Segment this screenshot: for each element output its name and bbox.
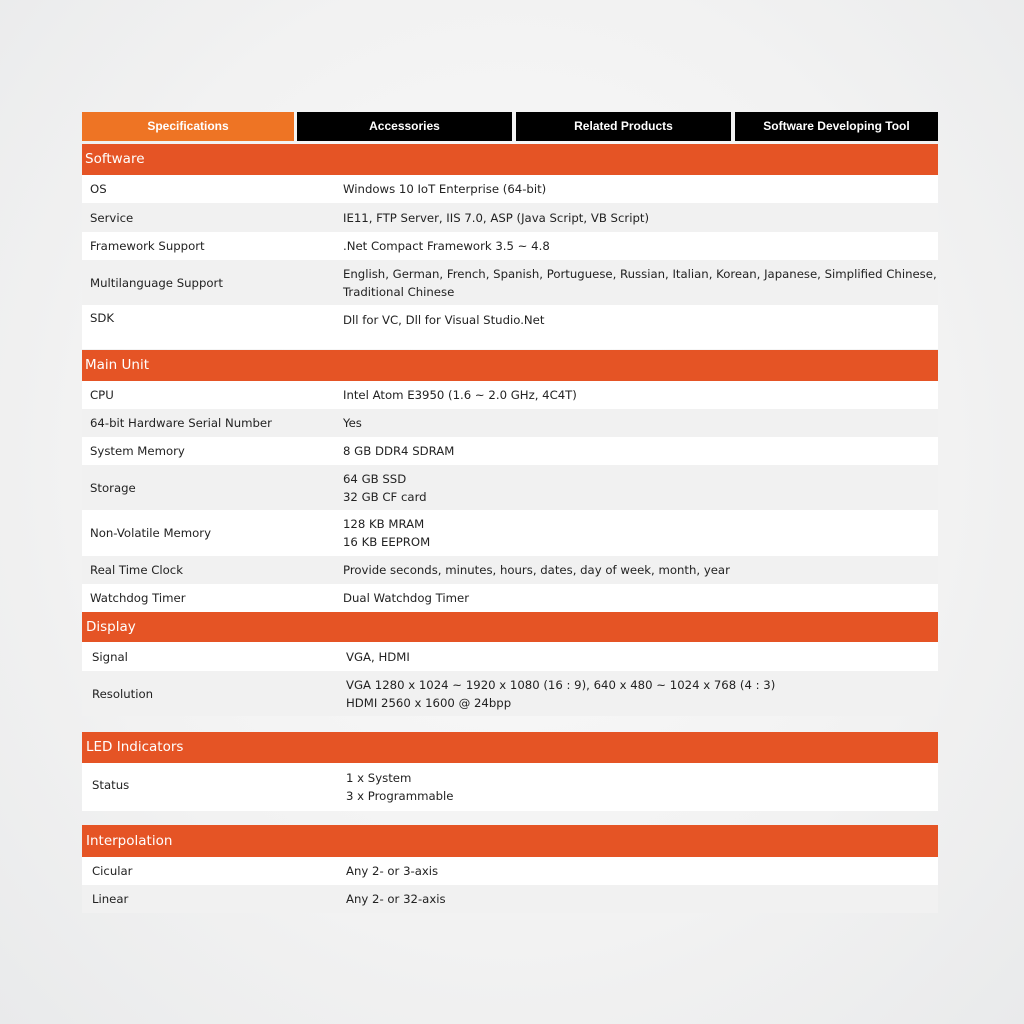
spec-label: Watchdog Timer <box>90 591 186 605</box>
spec-value: IE11, FTP Server, IIS 7.0, ASP (Java Script, VB Script) <box>343 210 650 225</box>
spec-label: SDK <box>90 311 115 325</box>
spec-row <box>82 642 938 671</box>
spec-row <box>82 763 938 811</box>
spec-value: Any 2- or 32-axis <box>346 892 446 906</box>
spec-label: Signal <box>92 649 128 664</box>
section-interpolation <box>82 825 938 913</box>
spec-label: Real Time Clock <box>90 563 183 577</box>
spec-value: VGA, HDMI <box>346 649 410 664</box>
spec-row <box>82 409 938 437</box>
spec-row <box>82 305 938 349</box>
spec-value: English, German, French, Spanish, Portuguese, Russian, Italian, Korean, Japanese, Simplified Chinese, Traditional Chinese <box>343 266 937 299</box>
spec-value: 1 x System 3 x Programmable <box>346 771 454 803</box>
spec-label: System Memory <box>90 444 185 458</box>
spec-value: Dll for VC, Dll for Visual Studio.Net <box>343 313 545 327</box>
section-title: Interpolation <box>82 825 938 857</box>
spec-row <box>82 857 938 885</box>
spec-row <box>82 203 938 232</box>
spec-label: Framework Support <box>90 239 205 253</box>
spec-label: OS <box>90 182 107 196</box>
spec-value: 64 GB SSD 32 GB CF card <box>343 471 427 504</box>
section-main-unit <box>82 350 938 612</box>
spec-value: Intel Atom E3950 (1.6 ~ 2.0 GHz, 4C4T) <box>343 388 577 402</box>
tab-related-products[interactable]: Related Products <box>516 112 731 141</box>
spec-value: Any 2- or 3-axis <box>346 864 439 878</box>
spec-row <box>82 437 938 465</box>
spec-value: Windows 10 IoT Enterprise (64-bit) <box>343 182 547 196</box>
spec-row <box>82 885 938 913</box>
spec-label: Linear <box>92 892 129 906</box>
spec-label: 64-bit Hardware Serial Number <box>90 416 272 430</box>
section-display <box>82 612 938 716</box>
spec-value: Dual Watchdog Timer <box>343 591 470 605</box>
section-title: LED Indicators <box>82 732 938 763</box>
spec-row <box>82 175 938 203</box>
spec-row <box>82 584 938 612</box>
tab-accessories[interactable]: Accessories <box>297 112 512 141</box>
spec-row <box>82 510 938 556</box>
spec-panel <box>82 112 938 906</box>
spec-row <box>82 556 938 584</box>
spec-value: 128 KB MRAM 16 KB EEPROM <box>343 517 431 549</box>
spec-row <box>82 232 938 260</box>
spec-label: CPU <box>90 388 114 402</box>
tab-software-developing-tool[interactable]: Software Developing Tool <box>735 112 938 141</box>
spec-row <box>82 465 938 510</box>
spec-label: Storage <box>90 480 136 495</box>
spec-value: Provide seconds, minutes, hours, dates, day of week, month, year <box>343 563 730 577</box>
spec-label: Status <box>92 778 130 792</box>
spec-value: Yes <box>343 416 362 430</box>
spec-label: Service <box>90 210 134 225</box>
section-title: Display <box>82 612 938 642</box>
tab-bar <box>82 112 938 141</box>
spec-value: .Net Compact Framework 3.5 ~ 4.8 <box>343 239 550 253</box>
section-title: Main Unit <box>82 350 938 381</box>
spec-row <box>82 260 938 305</box>
spec-value: 8 GB DDR4 SDRAM <box>343 444 455 458</box>
tab-specifications[interactable]: Specifications <box>82 112 294 141</box>
spec-value: VGA 1280 x 1024 ~ 1920 x 1080 (16 : 9), 640 x 480 ~ 1024 x 768 (4 : 3) HDMI 2560 x 1600 @ 24bpp <box>346 677 776 710</box>
spec-row <box>82 671 938 716</box>
spec-label: Multilanguage Support <box>90 275 223 290</box>
section-software <box>82 144 938 349</box>
section-title: Software <box>82 144 938 175</box>
spec-label: Resolution <box>92 686 154 701</box>
spec-label: Cicular <box>92 864 133 878</box>
section-led-indicators <box>82 732 938 811</box>
spec-label: Non-Volatile Memory <box>90 526 211 540</box>
spec-row <box>82 381 938 409</box>
